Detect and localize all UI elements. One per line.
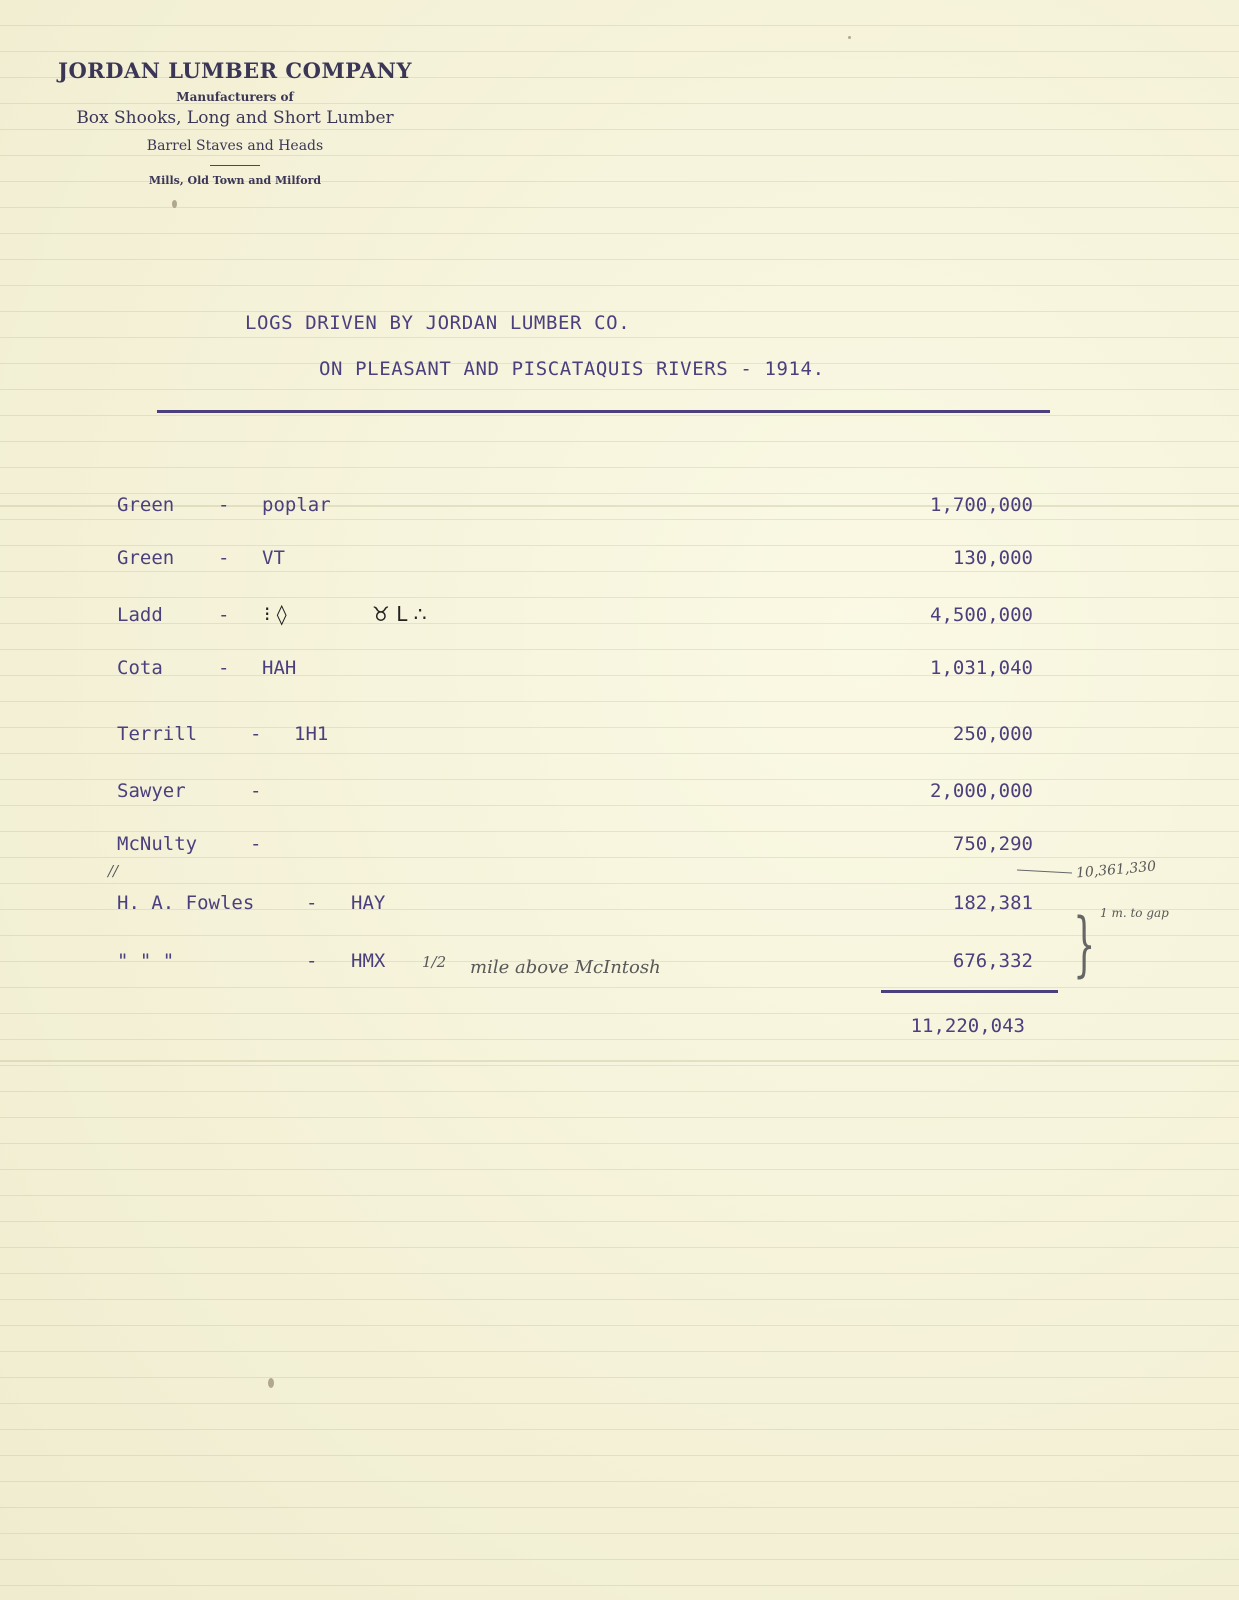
- table-row: [0, 657, 1239, 687]
- row-name: Green: [117, 547, 175, 569]
- mills-line: Mills, Old Town and Milford: [148, 174, 322, 187]
- table-row: [0, 494, 1239, 524]
- row-mark: HAH: [262, 657, 297, 679]
- handwritten-half: 1/2: [422, 953, 447, 971]
- row-dash: -: [306, 892, 318, 914]
- letterhead-rule: [210, 165, 260, 166]
- row-name: H. A. Fowles: [117, 892, 255, 914]
- row-name: Green: [117, 494, 175, 516]
- barrel-line: Barrel Staves and Heads: [146, 138, 324, 154]
- grand-total: 11,220,043: [910, 1015, 1025, 1037]
- row-dash: -: [218, 547, 230, 569]
- row-amount: 1,031,040: [930, 657, 1033, 679]
- paper-speck: [848, 36, 851, 39]
- row-amount: 130,000: [952, 547, 1033, 569]
- handwritten-location-note: mile above McIntosh: [470, 957, 661, 978]
- table-row: [0, 833, 1239, 863]
- table-row: [0, 892, 1239, 922]
- row-amount: 250,000: [952, 723, 1033, 745]
- row-name: Terrill: [117, 723, 198, 745]
- row-name: Ladd: [117, 604, 163, 626]
- paper-speck: [172, 200, 177, 208]
- row-mark: HMX: [351, 950, 386, 972]
- row-dash: -: [218, 604, 230, 626]
- handwritten-side-note: 1 m. to gap: [1100, 906, 1169, 920]
- table-row: [0, 547, 1239, 577]
- row-amount: 182,381: [952, 892, 1033, 914]
- row-amount: 4,500,000: [930, 604, 1033, 626]
- row-dash: -: [250, 833, 262, 855]
- row-name: Sawyer: [117, 780, 186, 802]
- row-amount: 676,332: [952, 950, 1033, 972]
- row-name: McNulty: [117, 833, 198, 855]
- row-name: " " ": [117, 950, 175, 972]
- dot-diamond-mark-icon: ⁝ ◊: [264, 602, 287, 626]
- row-name: Cota: [117, 657, 163, 679]
- row-amount: 2,000,000: [930, 780, 1033, 802]
- table-row: [0, 780, 1239, 810]
- document-title: LOGS DRIVEN BY JORDAN LUMBER CO.: [245, 312, 631, 334]
- row-amount: 750,290: [952, 833, 1033, 855]
- products-line: Box Shooks, Long and Short Lumber: [76, 108, 394, 128]
- handwritten-tick: //: [108, 862, 119, 880]
- company-name: JORDAN LUMBER COMPANY: [58, 58, 412, 83]
- paper-fold: [0, 1060, 1239, 1062]
- row-dash: -: [306, 950, 318, 972]
- row-mark: HAY: [351, 892, 386, 914]
- paper-speck: [268, 1378, 274, 1388]
- document-subtitle: ON PLEASANT AND PISCATAQUIS RIVERS - 1914.: [319, 358, 825, 380]
- handwritten-line: [1017, 870, 1072, 874]
- row-mark: poplar: [262, 494, 331, 516]
- row-dash: -: [250, 780, 262, 802]
- ox-mark-icon: ♉ L ∴: [372, 602, 427, 626]
- row-dash: -: [218, 657, 230, 679]
- row-dash: -: [218, 494, 230, 516]
- row-mark: VT: [262, 547, 285, 569]
- row-dash: -: [250, 723, 262, 745]
- manufacturers-line: Manufacturers of: [176, 90, 294, 104]
- table-row: [0, 723, 1239, 753]
- row-mark: 1H1: [294, 723, 329, 745]
- row-amount: 1,700,000: [930, 494, 1033, 516]
- sum-rule: [881, 990, 1058, 993]
- brace-icon: }: [1073, 903, 1096, 985]
- handwritten-subtotal: 10,361,330: [1075, 858, 1157, 882]
- table-row: [0, 604, 1239, 634]
- title-rule: [157, 410, 1050, 413]
